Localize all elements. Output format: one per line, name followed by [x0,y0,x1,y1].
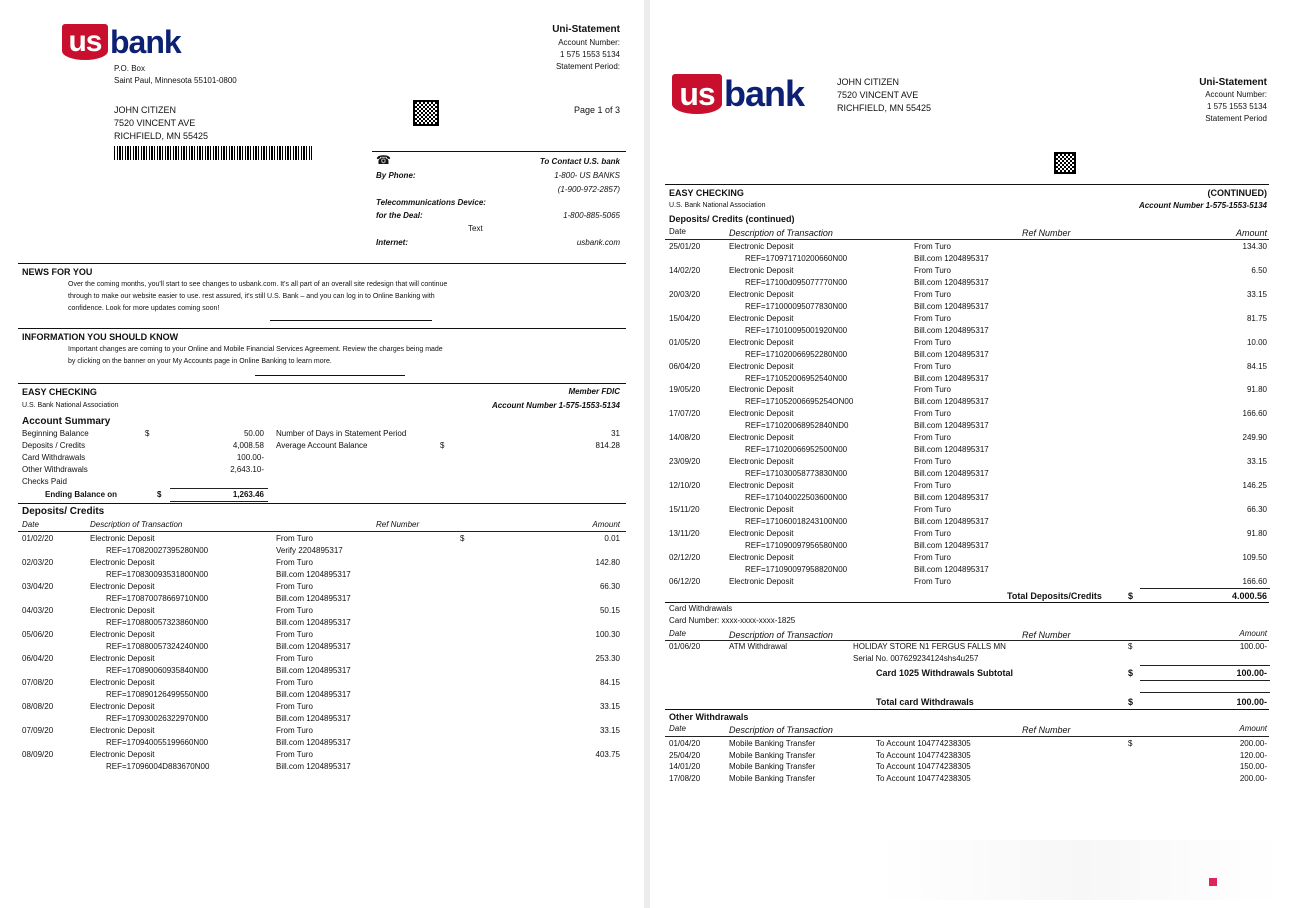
deposit-amount: 91.80 [1246,528,1267,538]
deposits-title: Deposits/ Credits (continued) [669,214,795,224]
deposit-date: 14/08/20 [669,433,701,443]
header-divider [665,239,1269,240]
col-description: Description of Transaction [729,630,833,640]
account-number-label: Account Number: [558,38,620,47]
info-body-line: Important changes are coming to your Online and Mobile Financial Services Agreement. Review the charges being made [68,346,443,353]
deposit-bill: Bill.com 1204895317 [914,349,989,359]
account-type: EASY CHECKING [22,387,97,397]
card-row-serial: Serial No. 007629234124shs4u257 [853,654,979,663]
deposit-date: 14/02/20 [669,265,701,275]
deposit-date: 07/09/20 [22,726,54,735]
account-number-value: 1 575 1553 5134 [1206,102,1267,111]
deposit-from: From Turo [914,361,951,371]
col-description: Description of Transaction [729,228,833,238]
deposit-description: Electronic Deposit [729,385,794,395]
deposit-amount: 134.30 [1242,242,1267,251]
deposit-date: 08/09/20 [22,750,54,759]
deposit-amount: 66.30 [1246,504,1267,514]
total-divider [1140,588,1270,589]
logo-us-shield: us [672,74,722,114]
deposit-amount: 10.00 [1246,337,1267,347]
deposit-ref: REF=171052006952540N00 [745,373,848,383]
short-divider [270,320,432,321]
card-row-date: 01/06/20 [669,642,701,651]
deposit-from: From Turo [914,457,951,467]
short-divider [255,375,405,376]
news-body-line: confidence. Look for more updates coming soon! [68,305,220,312]
section-divider [665,602,1269,603]
statement-period-label: Statement Period [1205,114,1267,123]
card-subtotal-label: Card 1025 Withdrawals Subtotal [876,668,1013,678]
qr-code [413,100,439,126]
bank-association: U.S. Bank National Association [22,402,119,409]
col-amount: Amount [1235,228,1267,238]
deposit-description: Electronic Deposit [729,409,794,419]
telecom-label: Telecommunications Device: [376,198,486,207]
deposit-amount: 33.15 [599,702,620,711]
telecom-label-2: for the Deal: [376,211,423,220]
total-deposits-currency: $ [1128,591,1134,601]
total-card-label: Total card Withdrawals [876,697,974,707]
telecom-number: 1-800-885-5065 [563,211,620,220]
deposit-bill: Bill.com 1204895317 [276,594,351,603]
deposit-description: Electronic Deposit [90,534,155,543]
deposit-ref: REF=171040022503600N00 [745,493,848,502]
deposit-description: Electronic Deposit [90,630,155,639]
deposit-date: 01/05/20 [669,337,701,347]
deposit-description: Electronic Deposit [90,582,155,591]
header-divider [18,531,626,532]
summary-label: Beginning Balance [22,429,89,438]
deposit-bill: Bill.com 1204895317 [914,421,989,431]
days-value: 31 [611,429,620,438]
deposit-from: From Turo [276,582,313,591]
deposit-from: From Turo [276,630,313,639]
bank-association: U.S. Bank National Association [669,202,766,209]
deposit-ref: REF=171020068952840ND0 [745,421,849,431]
ending-balance-label: Ending Balance on [45,490,118,499]
deposit-description: Electronic Deposit [729,481,794,490]
logo-bank-text: bank [724,73,805,114]
deposit-from: From Turo [276,678,313,687]
phone-number-alt: (1-900-972-2857) [557,185,620,194]
phone-icon: ☎ [376,153,391,167]
header-divider [665,640,1269,641]
section-divider [665,709,1269,710]
customer-street: 7520 VINCENT AVE [837,90,919,100]
withdrawal-currency: $ [1128,739,1133,748]
card-row-desc: ATM Withdrawal [729,642,788,651]
deposit-bill: Bill.com 1204895317 [276,618,351,627]
deposit-bill: Bill.com 1204895317 [914,301,989,311]
col-date: Date [669,227,686,236]
pink-mark [1209,878,1217,886]
deposit-date: 05/06/20 [22,630,54,639]
deposit-description: Electronic Deposit [729,504,794,514]
total-deposits-value: 4.000.56 [1231,591,1267,601]
deposit-ref: REF=170880057323860N00 [106,618,209,627]
deposit-currency: $ [460,534,465,543]
deposits-title: Deposits/ Credits [22,506,105,517]
deposit-date: 15/11/20 [669,504,700,514]
deposit-description: Electronic Deposit [729,576,794,586]
deposit-from: From Turo [914,265,951,275]
deposit-bill: Bill.com 1204895317 [276,690,351,699]
postal-barcode [114,146,312,160]
withdrawal-to-account: To Account 104774238305 [876,762,971,772]
deposit-date: 06/12/20 [669,576,701,586]
customer-street: 7520 VINCENT AVE [114,118,196,128]
member-fdic: Member FDIC [568,387,620,396]
total-deposits-label: Total Deposits/Credits [1007,591,1102,601]
deposit-description: Electronic Deposit [729,552,794,562]
deposit-amount: 66.30 [599,582,620,591]
summary-divider [170,488,268,489]
deposit-date: 03/04/20 [22,582,54,591]
deposit-amount: 109.50 [1242,552,1267,562]
avg-balance-currency: $ [440,441,445,450]
deposit-amount: 6.50 [1251,265,1267,275]
deposit-amount: 84.15 [599,678,620,687]
withdrawal-description: Mobile Banking Transfer [729,739,816,748]
total-divider [1140,692,1270,693]
deposit-from: From Turo [914,576,951,586]
deposit-from: From Turo [276,558,313,567]
summary-label: Other Withdrawals [22,465,88,474]
deposit-description: Electronic Deposit [729,289,794,299]
deposit-amount: 0.01 [604,534,620,543]
deposit-bill: Bill.com 1204895317 [914,254,989,263]
deposit-ref: REF=171020066952500N00 [745,445,848,455]
deposit-from: From Turo [914,481,951,490]
card-subtotal-value: 100.00- [1236,668,1267,678]
section-divider [18,383,626,384]
section-divider [18,328,626,329]
withdrawal-date: 25/04/20 [669,750,701,760]
statement-page-1 [0,0,644,908]
deposit-ref: REF=170890126499550N00 [106,690,209,699]
summary-value: 4,008.58 [232,441,264,450]
contact-title: To Contact U.S. bank [539,157,620,166]
col-ref: Ref Number [1022,725,1071,735]
page-number: Page 1 of 3 [573,105,620,115]
summary-title: Account Summary [22,416,111,427]
col-date: Date [669,724,686,733]
deposit-date: 08/08/20 [22,702,54,711]
withdrawal-date: 01/04/20 [669,739,701,748]
deposit-description: Electronic Deposit [90,702,155,711]
summary-label: Deposits / Credits [22,441,86,450]
contact-divider [372,151,626,152]
subtotal-divider [1140,680,1270,681]
bank-address-line: Saint Paul, Minnesota 55101-0800 [114,76,237,85]
info-body-line: by clicking on the banner on your My Accounts page in Online Banking to learn more. [68,358,332,365]
col-amount: Amount [1239,724,1267,733]
section-divider [665,184,1269,185]
deposit-from: From Turo [914,337,951,347]
summary-value: 100.00- [236,453,264,462]
deposit-bill: Bill.com 1204895317 [914,516,989,526]
deposit-from: From Turo [276,534,313,543]
deposit-from: From Turo [914,552,951,562]
deposit-date: 12/10/20 [669,481,701,490]
account-number: Account Number 1-575-1553-5134 [1138,201,1267,210]
deposit-description: Electronic Deposit [729,242,794,251]
deposit-ref: REF=17100d095077770N00 [745,277,848,287]
summary-label: Card Withdrawals [22,453,86,462]
logo-us-shield: us [62,24,108,60]
deposit-from: From Turo [914,409,951,419]
deposit-amount: 33.15 [1246,289,1267,299]
withdrawal-description: Mobile Banking Transfer [729,773,816,783]
withdrawal-date: 14/01/20 [669,762,701,772]
deposit-bill: Bill.com 1204895317 [914,493,989,502]
deposit-description: Electronic Deposit [90,606,155,615]
deposit-amount: 84.15 [1246,361,1267,371]
deposit-ref: REF=171000095077830N00 [745,301,848,311]
card-row-amount: 100.00- [1239,642,1267,651]
deposit-bill: Bill.com 1204895317 [914,564,989,574]
deposit-bill: Verify 2204895317 [276,546,343,555]
deposit-ref: REF=171090097956580N00 [745,540,848,550]
deposit-description: Electronic Deposit [90,678,155,687]
deposit-ref: REF=170890060935840N00 [106,666,209,675]
deposit-description: Electronic Deposit [90,558,155,567]
deposit-amount: 91.80 [1246,385,1267,395]
deposit-from: From Turo [276,654,313,663]
deposit-ref: REF=17096004D883670N00 [106,762,210,771]
deposit-ref: REF=170870078669710N00 [106,594,209,603]
deposit-amount: 142.80 [595,558,620,567]
summary-currency: $ [145,429,150,438]
deposit-date: 15/04/20 [669,313,701,323]
deposit-bill: Bill.com 1204895317 [914,445,989,455]
withdrawal-to-account: To Account 104774238305 [876,750,971,760]
deposit-bill: Bill.com 1204895317 [276,714,351,723]
usbank-logo [672,74,804,114]
deposit-bill: Bill.com 1204895317 [914,469,989,479]
withdrawal-to-account: To Account 104774238305 [876,773,971,783]
deposit-bill: Bill.com 1204895317 [276,642,351,651]
avg-balance-value: 814.28 [595,441,620,450]
deposit-amount: 166.60 [1242,409,1267,419]
deposit-date: 04/03/20 [22,606,54,615]
deposit-ref: REF=171052006695254ON00 [745,397,854,407]
deposit-bill: Bill.com 1204895317 [276,570,351,579]
col-description: Description of Transaction [729,725,833,735]
card-subtotal-currency: $ [1128,668,1134,678]
deposit-description: Electronic Deposit [729,528,794,538]
header-divider [665,736,1269,737]
faded-area [880,840,1280,900]
deposit-from: From Turo [914,289,951,299]
deposit-ref: REF=171020066952280N00 [745,349,848,359]
deposit-ref: REF=170880057324240N00 [106,642,209,651]
card-row-store: HOLIDAY STORE N1 FERGUS FALLS MN [853,642,1006,651]
by-phone-label: By Phone: [376,171,416,180]
days-label: Number of Days in Statement Period [276,429,407,438]
statement-period-label: Statement Period: [555,62,620,71]
statement-title: Uni-Statement [552,24,620,35]
logo-bank-text: bank [110,24,181,60]
other-withdrawals-title: Other Withdrawals [669,712,749,722]
deposit-description: Electronic Deposit [90,726,155,735]
deposit-description: Electronic Deposit [729,433,794,443]
bank-address-line: P.O. Box [114,64,145,73]
deposit-amount: 146.25 [1242,481,1267,490]
deposit-bill: Bill.com 1204895317 [276,738,351,747]
usbank-logo [62,24,181,60]
customer-name: JOHN CITIZEN [837,77,899,87]
col-amount: Amount [1239,629,1267,638]
withdrawal-amount: 150.00- [1239,762,1267,772]
card-withdrawals-title: Card Withdrawals [669,604,733,613]
summary-value: 2,643.10- [230,465,264,474]
deposit-date: 07/08/20 [22,678,54,687]
deposit-bill: Bill.com 1204895317 [276,762,351,771]
deposit-from: From Turo [276,750,313,759]
deposit-from: From Turo [276,726,313,735]
account-number-value: 1 575 1553 5134 [559,50,620,59]
customer-city: RICHFIELD, MN 55425 [114,131,209,141]
statement-page-2 [650,0,1293,908]
deposit-amount: 253.30 [595,654,620,663]
withdrawal-description: Mobile Banking Transfer [729,750,816,760]
subtotal-divider [1140,665,1270,666]
withdrawal-amount: 200.00- [1239,773,1267,783]
deposit-date: 19/05/20 [669,385,701,395]
deposit-bill: Bill.com 1204895317 [914,540,989,550]
deposit-description: Electronic Deposit [729,337,794,347]
deposit-from: From Turo [914,242,951,251]
news-title: NEWS FOR YOU [22,267,93,277]
deposit-date: 02/03/20 [22,558,54,567]
deposit-description: Electronic Deposit [729,457,794,467]
col-description: Description of Transaction [90,520,183,529]
card-row-currency: $ [1128,642,1133,651]
deposit-from: From Turo [914,433,951,443]
summary-value: 50.00 [243,429,264,438]
deposit-date: 17/07/20 [669,409,701,419]
col-ref: Ref Number [1022,228,1071,238]
withdrawal-amount: 120.00- [1239,750,1267,760]
account-number-label: Account Number: [1205,90,1267,99]
continued-label: (CONTINUED) [1207,188,1267,198]
col-ref: Ref Number [376,520,420,529]
deposit-ref: REF=171060018243100N00 [745,516,848,526]
account-type: EASY CHECKING [669,188,744,198]
card-number: Card Number: xxxx-xxxx-xxxx-1825 [669,616,796,625]
deposit-from: From Turo [276,606,313,615]
deposit-bill: Bill.com 1204895317 [276,666,351,675]
customer-name: JOHN CITIZEN [114,105,176,115]
deposit-from: From Turo [914,504,951,514]
section-divider [18,263,626,264]
internet-url[interactable]: usbank.com [576,238,620,247]
deposit-date: 20/03/20 [669,289,701,299]
deposit-amount: 166.60 [1242,576,1267,586]
deposit-ref: REF=170971710200660N00 [745,254,848,263]
info-title: INFORMATION YOU SHOULD KNOW [22,332,179,342]
deposit-ref: REF=170830093531800N00 [106,570,209,579]
text-label: Text [468,224,483,233]
deposit-ref: REF=170940055199660N00 [106,738,209,747]
deposit-from: From Turo [276,702,313,711]
deposit-description: Electronic Deposit [90,750,155,759]
customer-city: RICHFIELD, MN 55425 [837,103,932,113]
summary-label: Checks Paid [22,477,67,486]
phone-number: 1-800- US BANKS [554,171,620,180]
statement-title: Uni-Statement [1199,77,1267,88]
deposit-amount: 50.15 [599,606,620,615]
deposit-date: 06/04/20 [669,361,701,371]
deposit-amount: 403.75 [595,750,620,759]
col-date: Date [22,520,39,529]
deposit-bill: Bill.com 1204895317 [914,397,989,407]
deposit-description: Electronic Deposit [729,361,794,371]
deposit-from: From Turo [914,528,951,538]
deposit-amount: 33.15 [1246,457,1267,467]
deposit-date: 06/04/20 [22,654,54,663]
deposit-bill: Bill.com 1204895317 [914,325,989,335]
ending-balance-value: 1,263.46 [232,490,264,499]
internet-label: Internet: [376,238,408,247]
deposit-amount: 33.15 [599,726,620,735]
avg-balance-label: Average Account Balance [276,441,368,450]
news-body-line: through to make our website easier to use. rest assured, it's still U.S. Bank – and you can log in to Online Banking with [68,293,435,300]
deposit-amount: 249.90 [1242,433,1267,443]
deposit-date: 23/09/20 [669,457,701,467]
deposit-bill: Bill.com 1204895317 [914,277,989,287]
deposit-description: Electronic Deposit [729,265,794,275]
deposit-amount: 100.30 [595,630,620,639]
withdrawal-date: 17/08/20 [669,773,701,783]
account-number: Account Number 1-575-1553-5134 [491,401,620,410]
withdrawal-description: Mobile Banking Transfer [729,762,816,772]
deposit-amount: 81.75 [1246,313,1267,323]
deposit-bill: Bill.com 1204895317 [914,373,989,383]
deposit-ref: REF=171090097958820N00 [745,564,848,574]
col-amount: Amount [592,520,620,529]
ending-balance-currency: $ [157,490,162,499]
section-divider [18,503,626,504]
col-ref: Ref Number [1022,630,1071,640]
deposit-date: 01/02/20 [22,534,54,543]
withdrawal-to-account: To Account 104774238305 [876,739,971,748]
deposit-from: From Turo [914,385,951,395]
deposit-ref: REF=170820027395280N00 [106,546,209,555]
deposit-date: 13/11/20 [669,528,700,538]
deposit-description: Electronic Deposit [90,654,155,663]
deposit-date: 02/12/20 [669,552,701,562]
withdrawal-amount: 200.00- [1239,739,1267,748]
news-body-line: Over the coming months, you'll start to see changes to usbank.com. It's all part of an overall site redesign that will continue [68,281,448,288]
deposit-description: Electronic Deposit [729,313,794,323]
qr-code [1054,152,1076,174]
deposit-ref: REF=170930026322970N00 [106,714,209,723]
total-card-value: 100.00- [1236,697,1267,707]
col-date: Date [669,629,686,638]
deposit-date: 25/01/20 [669,242,701,251]
deposit-ref: REF=171010095001920N00 [745,325,848,335]
deposit-ref: REF=171030058773830N00 [745,469,848,479]
total-card-currency: $ [1128,697,1134,707]
summary-divider [170,501,268,502]
deposit-from: From Turo [914,313,951,323]
